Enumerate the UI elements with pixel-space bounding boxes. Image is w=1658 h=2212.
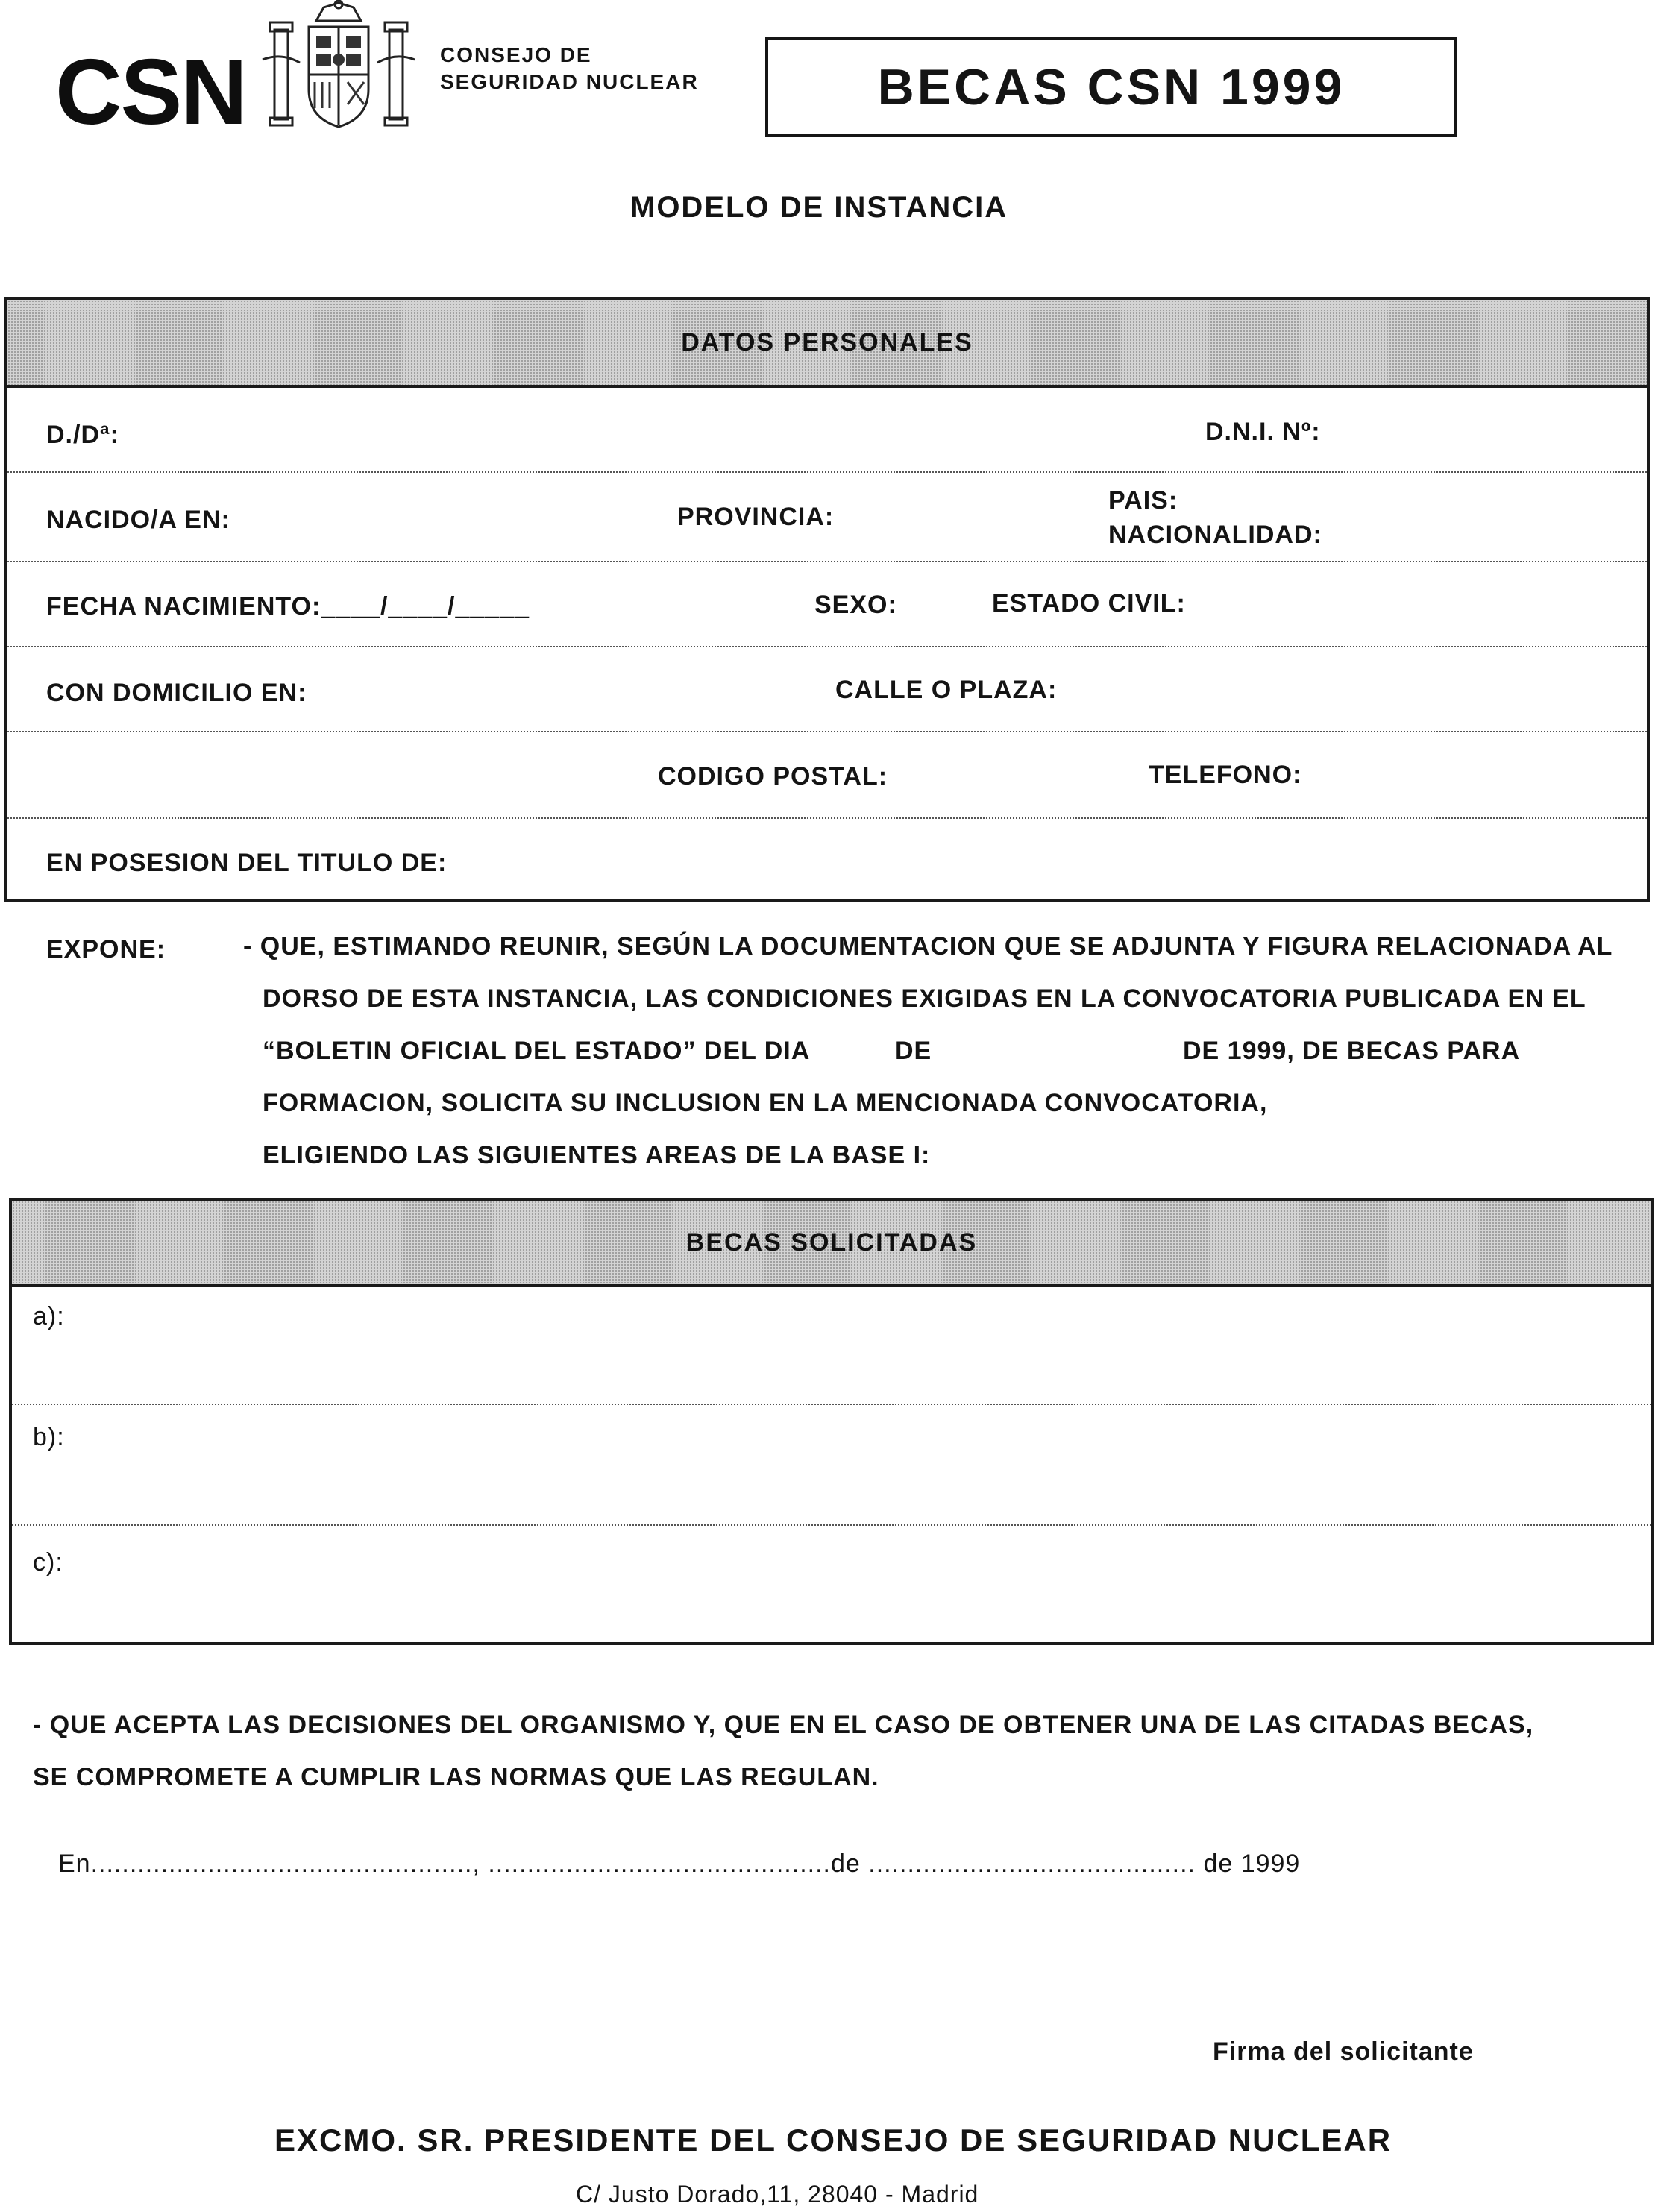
expone-line-3a: “BOLETIN OFICIAL DEL ESTADO” DEL DIA (263, 1037, 811, 1065)
expone-line-3c: DE 1999, DE BECAS PARA (1183, 1037, 1521, 1065)
csn-logo-text: CSN (55, 41, 246, 144)
personal-data-heading: DATOS PERSONALES (681, 327, 973, 356)
subtitle: MODELO DE INSTANCIA (630, 191, 1008, 224)
sex-field-label[interactable]: SEXO: (814, 591, 897, 619)
expone-line-3b: DE (895, 1037, 932, 1065)
street-field-label[interactable]: CALLE O PLAZA: (835, 676, 1058, 704)
civil-status-field-label[interactable]: ESTADO CIVIL: (992, 589, 1186, 618)
name-field-label[interactable]: D./Dª: (46, 421, 119, 449)
country-field-label[interactable]: PAIS: (1108, 486, 1178, 515)
birthdate-field-label[interactable]: FECHA NACIMIENTO:____/____/_____ (46, 592, 530, 620)
postal-code-field-label[interactable]: CODIGO POSTAL: (658, 762, 888, 791)
expone-line-2: DORSO DE ESTA INSTANCIA, LAS CONDICIONES EXIGIDAS EN LA CONVOCATORIA PUBLICADA EN EL (263, 984, 1586, 1013)
expone-label: EXPONE: (46, 935, 166, 964)
degree-field-label[interactable]: EN POSESION DEL TITULO DE: (46, 849, 448, 877)
grant-a-field-label[interactable]: a): (33, 1302, 65, 1330)
requested-grants-section (9, 1198, 1654, 1645)
council-line-1: CONSEJO DE (440, 43, 592, 66)
expone-line-4: FORMACION, SOLICITA SU INCLUSION EN LA MENCIONADA CONVOCATORIA, (263, 1089, 1268, 1117)
addressee: EXCMO. SR. PRESIDENTE DEL CONSEJO DE SEGURIDAD NUCLEAR (274, 2123, 1392, 2158)
coat-of-arms-icon (257, 0, 421, 134)
row-divider (7, 561, 1647, 562)
address: C/ Justo Dorado,11, 28040 - Madrid (576, 2181, 979, 2208)
nationality-field-label[interactable]: NACIONALIDAD: (1108, 521, 1322, 549)
row-divider (7, 646, 1647, 647)
requested-grants-heading: BECAS SOLICITADAS (685, 1228, 978, 1257)
row-divider (7, 731, 1647, 732)
row-divider (12, 1404, 1651, 1405)
row-divider (12, 1524, 1651, 1526)
signature-label: Firma del solicitante (1213, 2037, 1474, 2066)
accept-line-1: - QUE ACEPTA LAS DECISIONES DEL ORGANISMO Y, QUE EN EL CASO DE OBTENER UNA DE LAS CITADAS BECAS, (33, 1711, 1534, 1739)
dni-field-label[interactable]: D.N.I. Nº: (1205, 418, 1321, 446)
form-title: BECAS CSN 1999 (877, 59, 1345, 116)
requested-grants-header (12, 1201, 1651, 1287)
expone-line-5: ELIGIENDO LAS SIGUIENTES AREAS DE LA BASE I: (263, 1141, 931, 1169)
personal-data-header (7, 300, 1647, 388)
accept-line-2: SE COMPROMETE A CUMPLIR LAS NORMAS QUE LAS REGULAN. (33, 1763, 879, 1791)
grant-c-field-label[interactable]: c): (33, 1548, 63, 1577)
row-divider (7, 471, 1647, 473)
row-divider (7, 817, 1647, 819)
expone-line-1: - QUE, ESTIMANDO REUNIR, SEGÚN LA DOCUMENTACION QUE SE ADJUNTA Y FIGURA RELACIONADA AL (243, 932, 1613, 961)
province-field-label[interactable]: PROVINCIA: (677, 503, 835, 531)
council-name (440, 42, 699, 95)
title-box (765, 37, 1457, 137)
birthplace-field-label[interactable]: NACIDO/A EN: (46, 506, 230, 534)
place-date-line[interactable]: En................................................., ............................................de .......................................... de 1999 (58, 1850, 1301, 1878)
phone-field-label[interactable]: TELEFONO: (1149, 761, 1302, 789)
personal-data-section (4, 297, 1650, 902)
council-line-2: SEGURIDAD NUCLEAR (440, 70, 699, 93)
grant-b-field-label[interactable]: b): (33, 1423, 65, 1451)
domicile-field-label[interactable]: CON DOMICILIO EN: (46, 679, 307, 707)
